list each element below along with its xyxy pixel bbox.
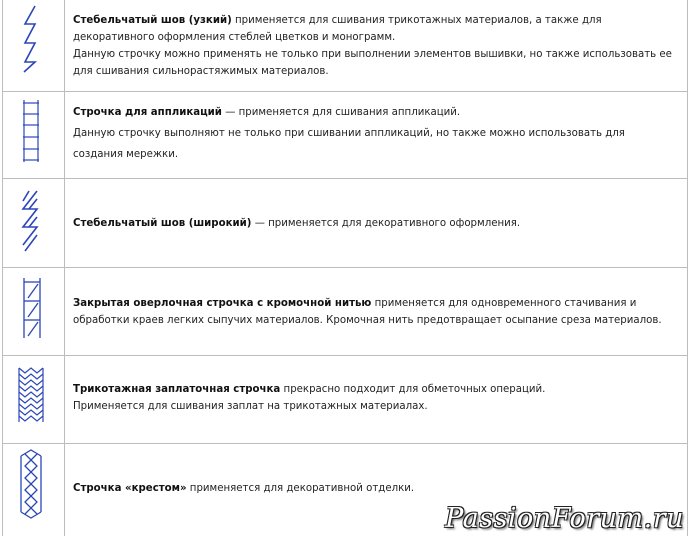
stitch-desc: Данную строчку выполняют не только при сшивании аппликаций, но также можно использовать для bbox=[73, 127, 625, 139]
icon-cell bbox=[3, 268, 65, 355]
stitch-desc: обработки краев легких сыпучих материалов. Кромочная нить предотвращает осыпание среза материалов. bbox=[73, 315, 662, 326]
applique-stitch-icon bbox=[3, 92, 64, 178]
stitch-desc: Данную строчку можно применять не только при выполнении элементов вышивки, но также использовать ее bbox=[73, 49, 672, 60]
icon-cell bbox=[3, 179, 65, 267]
stitch-desc: Применяется для сшивания заплат на трикотажных материалах. bbox=[73, 401, 428, 412]
table-row bbox=[3, 179, 687, 268]
cross-stitch-icon bbox=[3, 444, 64, 536]
row-text bbox=[73, 378, 675, 418]
stitch-desc: создания мережки. bbox=[73, 148, 179, 160]
icon-cell bbox=[3, 92, 65, 178]
overlock-stitch-icon bbox=[3, 268, 64, 355]
row-text bbox=[73, 292, 675, 332]
stitch-desc: — применяется для декоративного оформления. bbox=[251, 217, 521, 229]
stitch-title: Закрытая оверлочная строчка с кромочной нитью bbox=[73, 298, 372, 309]
stitch-desc: — применяется для сшивания аппликаций. bbox=[221, 106, 461, 118]
stitch-table bbox=[2, 0, 688, 536]
stitch-desc: применяется для декоративной отделки. bbox=[186, 482, 415, 494]
icon-cell bbox=[3, 356, 65, 443]
stitch-title: Трикотажная заплаточная строчка bbox=[73, 384, 281, 395]
table-row bbox=[3, 92, 687, 179]
table-row bbox=[3, 268, 687, 356]
stitch-title: Строчка для аппликаций bbox=[73, 106, 222, 118]
zigzag-narrow-stitch-icon bbox=[3, 0, 64, 91]
row-text bbox=[73, 179, 675, 267]
icon-cell bbox=[3, 444, 65, 536]
icon-cell bbox=[3, 0, 65, 91]
stitch-desc: прекрасно подходит для обметочных операций. bbox=[280, 384, 546, 395]
table-row bbox=[3, 0, 687, 92]
knit-patch-stitch-icon bbox=[3, 356, 64, 443]
stitch-title: Стебельчатый шов (широкий) bbox=[73, 217, 252, 229]
zigzag-wide-stitch-icon bbox=[3, 179, 64, 267]
row-text bbox=[73, 4, 675, 88]
stitch-desc: применяется для одновременного стачивания и bbox=[371, 298, 637, 309]
stitch-title: Строчка «крестом» bbox=[73, 482, 187, 494]
row-text bbox=[73, 102, 675, 164]
stitch-title: Стебельчатый шов (узкий) bbox=[73, 15, 232, 26]
watermark-logo: PassionForum.ru bbox=[445, 503, 684, 534]
table-row bbox=[3, 356, 687, 444]
stitch-desc: для сшивания сильнорастяжимых материалов. bbox=[73, 66, 329, 77]
stitch-desc: применяется для сшивания трикотажных материалов, а также для bbox=[231, 15, 602, 26]
stitch-desc: декоративного оформления стеблей цветков и монограмм. bbox=[73, 32, 396, 43]
